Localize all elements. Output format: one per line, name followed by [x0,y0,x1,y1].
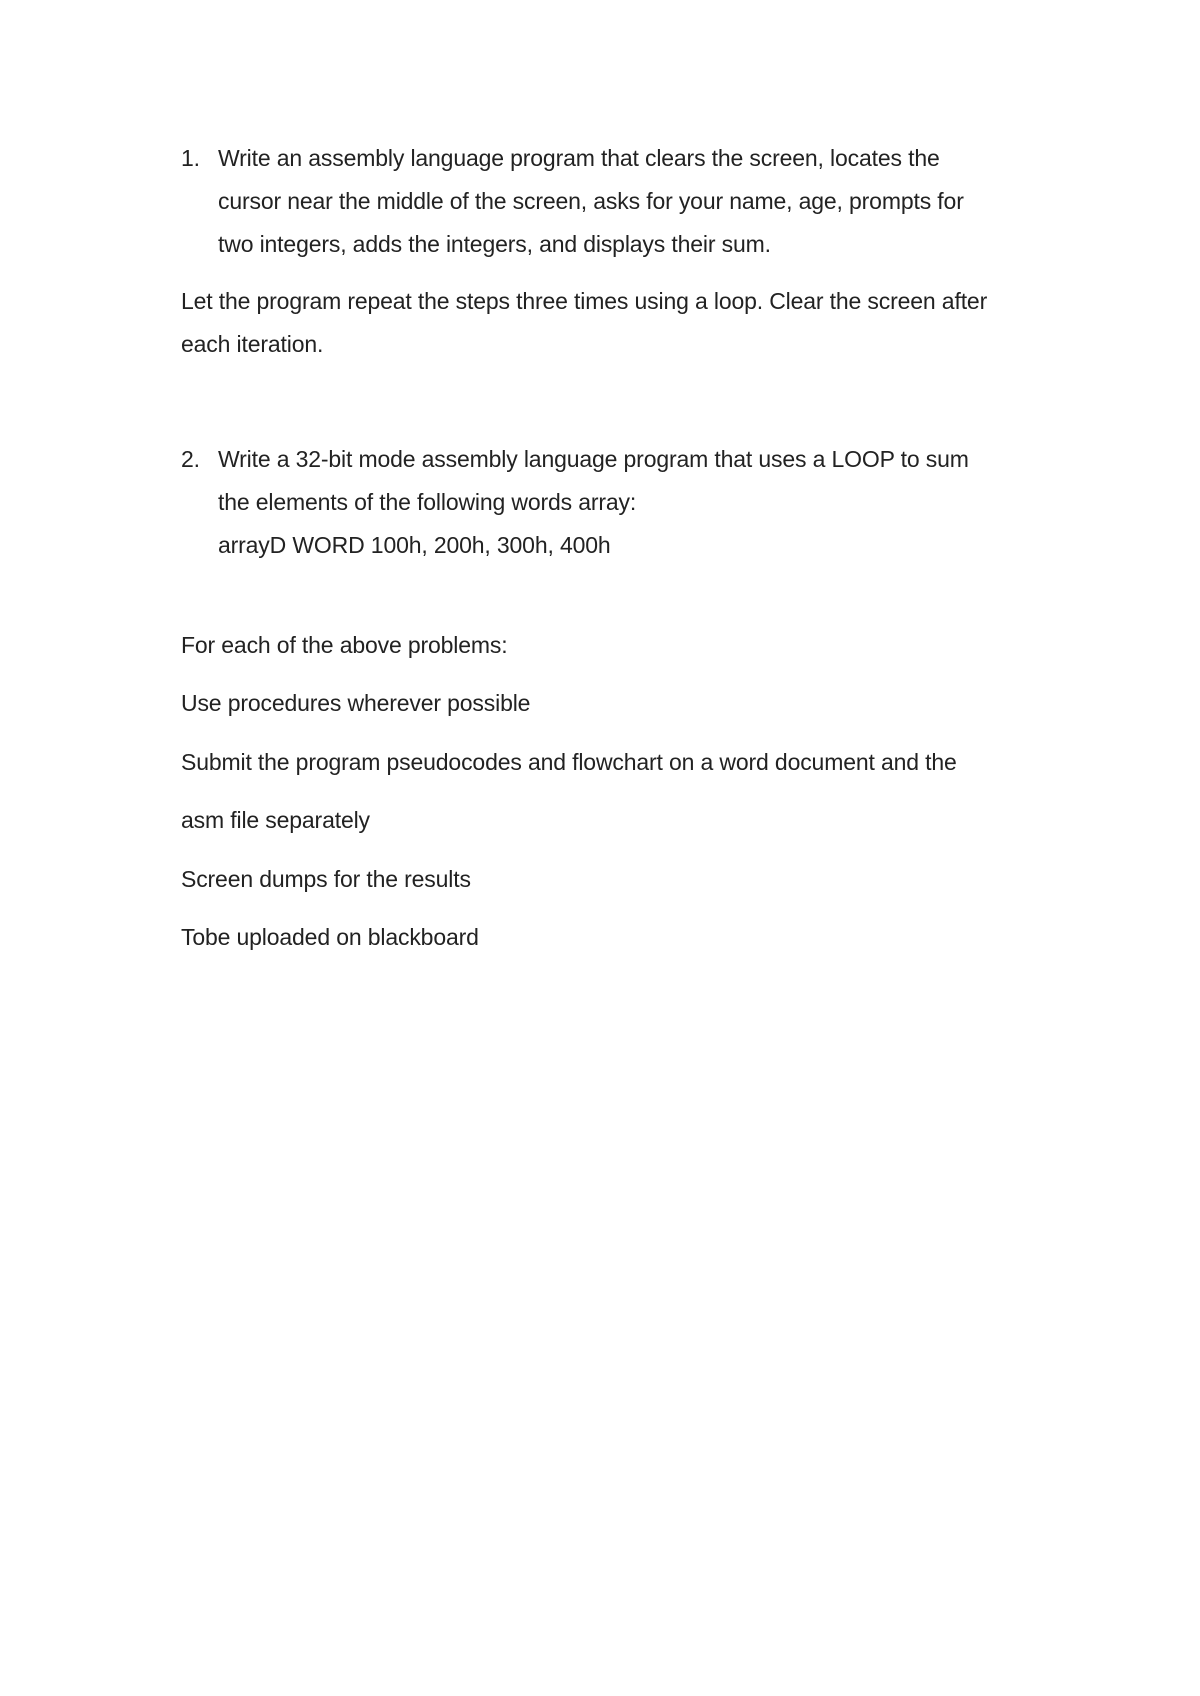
problem-2-array-declaration: arrayD WORD 100h, 200h, 300h, 400h [218,532,611,558]
instruction-item: Use procedures wherever possible [181,690,531,716]
instruction-item: Submit the program pseudocodes and flowchart on a word document and the [181,749,957,775]
problem-1-line-1: Write an assembly language program that clears the screen, locates the [218,145,940,171]
problem-1-line-3: two integers, adds the integers, and displays their sum. [218,231,771,257]
problem-1-followup-line-1: Let the program repeat the steps three times using a loop. Clear the screen after [181,288,988,314]
problem-1-followup-line-2: each iteration. [181,331,324,357]
problem-1-line-2: cursor near the middle of the screen, asks for your name, age, prompts for [218,188,964,214]
instructions-intro: For each of the above problems: [181,632,508,658]
problem-2-line-2: the elements of the following words array: [218,489,637,515]
instruction-item: Screen dumps for the results [181,866,471,892]
problem-1-number: 1. [181,145,200,171]
instruction-item: asm file separately [181,807,370,833]
instruction-item: Tobe uploaded on blackboard [181,924,479,950]
problem-2-number: 2. [181,446,200,472]
problem-2-line-1: Write a 32-bit mode assembly language program that uses a LOOP to sum [218,446,969,472]
